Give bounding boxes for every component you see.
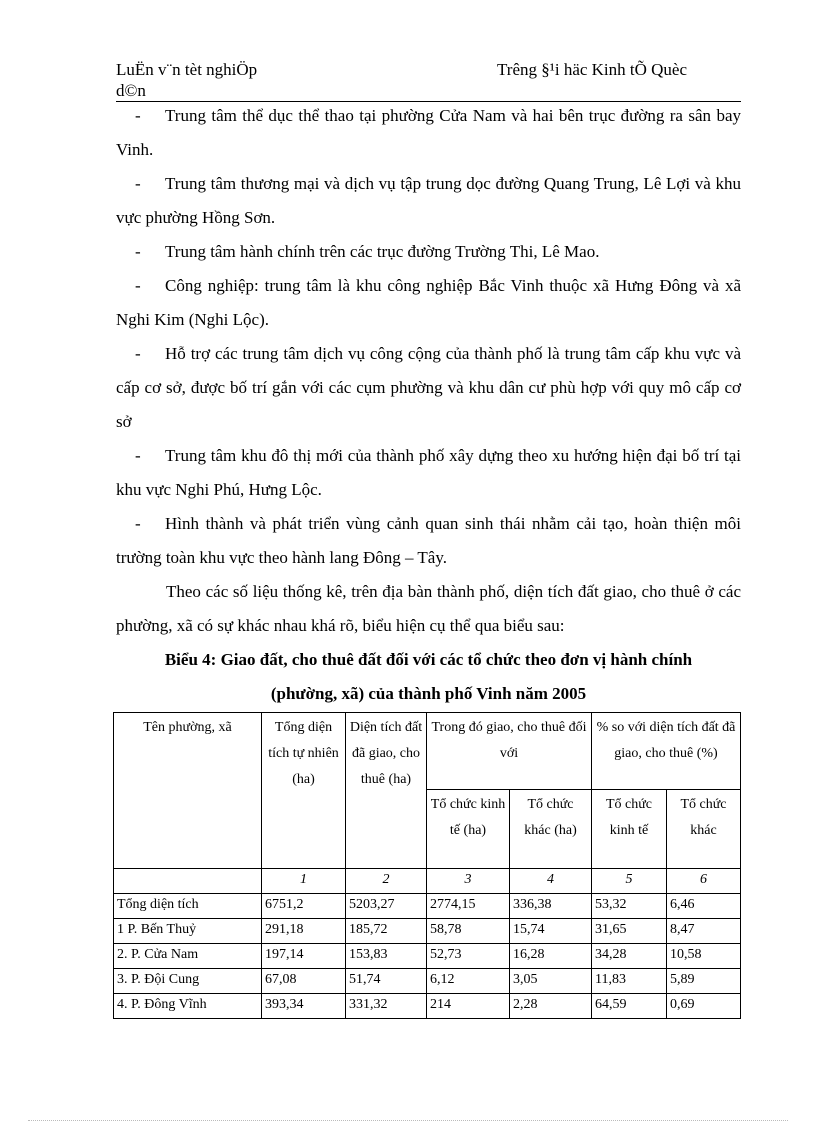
header-other-pct: Tổ chức khác [667,790,741,869]
header-left-line2: d©n [116,81,146,100]
bullet-item [116,235,741,269]
bullet-item [116,337,741,439]
bullet-text: Hình thành và phát triển vùng cảnh quan sinh thái nhằm cải tạo, hoàn thiện môi trường toàn khu vực theo hành lang Đông – Tây. [116,514,741,567]
bullet-item [116,167,741,235]
cell-other-orgs: 16,28 [510,944,592,969]
column-number: 2 [346,869,427,894]
header-allocated: Diện tích đất đã giao, cho thuê (ha) [346,713,427,869]
table-row [114,944,741,969]
header-of-which: Trong đó giao, cho thuê đối với [427,713,592,790]
cell-econ-pct: 64,59 [592,994,667,1019]
body-text [116,99,741,643]
cell-econ-orgs: 214 [427,994,510,1019]
row-name: 3. P. Đội Cung [114,969,262,994]
row-name: Tổng diện tích [114,894,262,919]
header-econ-orgs: Tổ chức kinh tế (ha) [427,790,510,869]
cell-other-pct: 8,47 [667,919,741,944]
cell-econ-pct: 11,83 [592,969,667,994]
bullet-text: Công nghiệp: trung tâm là khu công nghiệp Bắc Vinh thuộc xã Hưng Đông và xã Nghi Kim (Nghi Lộc). [116,276,741,329]
bullet-dash: - [135,446,141,465]
cell-other-orgs: 2,28 [510,994,592,1019]
cell-total-area: 6751,2 [262,894,346,919]
table-caption [116,643,741,711]
cell-other-orgs: 3,05 [510,969,592,994]
header-other-orgs: Tổ chức khác (ha) [510,790,592,869]
cell-other-pct: 0,69 [667,994,741,1019]
cell-econ-orgs: 6,12 [427,969,510,994]
intro-paragraph: Theo các số liệu thống kê, trên địa bàn thành phố, diện tích đất giao, cho thuê ở các phường, xã có sự khác nhau khá rõ, biểu hiện cụ thể qua biểu sau: [116,582,741,635]
cell-allocated: 185,72 [346,919,427,944]
header-total-area: Tổng diện tích tự nhiên (ha) [262,713,346,869]
cell-allocated: 153,83 [346,944,427,969]
cell-econ-orgs: 58,78 [427,919,510,944]
bullet-item [116,507,741,575]
cell-econ-pct: 34,28 [592,944,667,969]
table-header-row [114,713,741,790]
bullet-dash: - [135,174,141,193]
bullet-dash: - [135,242,141,261]
column-number: 5 [592,869,667,894]
cell-econ-pct: 31,65 [592,919,667,944]
column-number: 3 [427,869,510,894]
cell-total-area: 393,34 [262,994,346,1019]
cell-other-orgs: 15,74 [510,919,592,944]
cell-total-area: 291,18 [262,919,346,944]
page-header [116,59,741,102]
cell-total-area: 197,14 [262,944,346,969]
cell-other-pct: 6,46 [667,894,741,919]
header-left-line1: LuËn v¨n tèt nghiÖp [116,60,258,79]
bullet-dash: - [135,514,141,533]
caption-line2: (phường, xã) của thành phố Vinh năm 2005 [270,684,587,703]
header-name: Tên phường, xã [114,713,262,869]
bullet-dash: - [135,276,141,295]
bullet-dash: - [135,106,141,125]
bullet-text: Hỗ trợ các trung tâm dịch vụ công cộng của thành phố là trung tâm cấp khu vực và cấp cơ sở, được bố trí gắn với các cụm phường và khu dân cư phù hợp với quy mô cấp cơ sở [116,344,741,431]
column-number-blank [114,869,262,894]
table-row [114,894,741,919]
bullet-text: Trung tâm thương mại và dịch vụ tập trung dọc đường Quang Trung, Lê Lợi và khu vực phường Hồng Sơn. [116,174,741,227]
bullet-dash: - [135,344,141,363]
header-econ-pct: Tổ chức kinh tế [592,790,667,869]
row-name: 1 P. Bến Thuỷ [114,919,262,944]
bullet-text: Trung tâm khu đô thị mới của thành phố xây dựng theo xu hướng hiện đại bố trí tại khu vực Nghi Phú, Hưng Lộc. [116,446,741,499]
row-name: 2. P. Cửa Nam [114,944,262,969]
header-right: Trêng §¹i häc Kinh tÕ Quèc [497,60,688,79]
row-name: 4. P. Đông Vĩnh [114,994,262,1019]
cell-other-pct: 10,58 [667,944,741,969]
header-left [116,59,257,101]
cell-econ-pct: 53,32 [592,894,667,919]
bullet-item [116,99,741,167]
bullet-text: Trung tâm hành chính trên các trục đường Trường Thi, Lê Mao. [165,242,600,261]
page-bottom-divider [28,1120,788,1121]
cell-allocated: 5203,27 [346,894,427,919]
cell-total-area: 67,08 [262,969,346,994]
cell-econ-orgs: 2774,15 [427,894,510,919]
header-percent: % so với diện tích đất đã giao, cho thuê (%) [592,713,741,790]
bullet-text: Trung tâm thể dục thể thao tại phường Cửa Nam và hai bên trục đường ra sân bay Vinh. [116,106,741,159]
table-row [114,969,741,994]
cell-other-orgs: 336,38 [510,894,592,919]
caption-line1: Biểu 4: Giao đất, cho thuê đất đối với các tổ chức theo đơn vị hành chính [164,650,693,669]
table-row [114,994,741,1019]
column-number: 4 [510,869,592,894]
cell-other-pct: 5,89 [667,969,741,994]
land-allocation-table [113,712,741,1019]
column-number: 6 [667,869,741,894]
table-column-number-row [114,869,741,894]
bullet-item [116,439,741,507]
column-number: 1 [262,869,346,894]
cell-allocated: 331,32 [346,994,427,1019]
cell-allocated: 51,74 [346,969,427,994]
table-row [114,919,741,944]
cell-econ-orgs: 52,73 [427,944,510,969]
bullet-item [116,269,741,337]
